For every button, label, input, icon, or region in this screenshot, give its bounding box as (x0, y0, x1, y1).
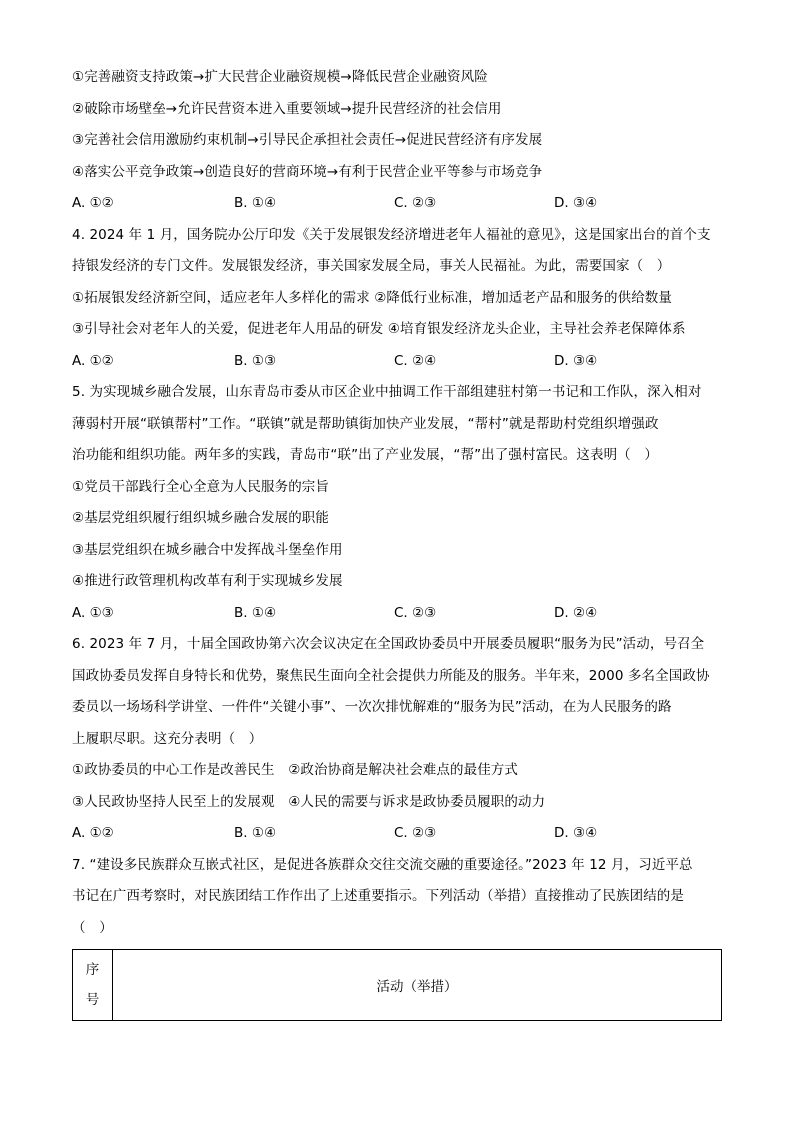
q3-option-d[interactable]: D. ③④ (554, 195, 598, 211)
q5-option-a[interactable]: A. ①③ (72, 604, 114, 621)
q4-line-1: 4. 2024 年 1 月，国务院办公厅印发《关于发展银发经济增进老年人福祉的意见》，这是国家出台的首个支 (72, 226, 711, 243)
q6-line-5: ①政协委员的中心工作是改善民生 ②政治协商是解决社会难点的最佳方式 (72, 762, 519, 778)
question-4 (72, 220, 722, 378)
q7-line-2: 书记在广西考察时，对民族团结工作作出了上述重要指示。下列活动（举措）直接推动了民族团结的是 (72, 888, 684, 904)
q6-line-1: 6. 2023 年 7 月，十届全国政协第六次会议决定在全国政协委员中开展委员履职“服务为民”活动，号召全 (72, 636, 705, 652)
question-5 (72, 377, 722, 629)
q3-statements (72, 62, 722, 188)
q7-line-1: 7. “建设多民族群众互嵌式社区，是促进各族群众交往交流交融的重要途径。”2023 年 12 月，习近平总 (72, 856, 693, 873)
q7-line-3: （ ） (72, 919, 113, 936)
q5-line-5: ②基层党组织履行组织城乡融合发展的职能 (72, 510, 330, 526)
q4-line-4: ③引导社会对老年人的关爱，促进老年人用品的研发 ④培育银发经济龙头企业，主导社会养老保障体系 (72, 321, 686, 337)
q4-option-d[interactable]: D. ③④ (554, 352, 598, 369)
table-header-activity: 活动（举措） (376, 979, 458, 995)
q6-option-c[interactable]: C. ②③ (394, 825, 437, 841)
q5-option-c[interactable]: C. ②③ (394, 604, 437, 621)
q6-line-6: ③人民政协坚持人民至上的发展观 ④人民的需要与诉求是政协委员履职的动力 (72, 793, 546, 810)
q3-statement-1: ①完善融资支持政策→扩大民营企业融资规模→降低民营企业融资风险 (72, 69, 488, 85)
q5-options (72, 598, 722, 630)
q4-line-3: ①拓展银发经济新空间，适应老年人多样化的需求 ②降低行业标准，增加适老产品和服务的供给数量 (72, 289, 672, 306)
q5-line-7: ④推进行政管理机构改革有利于实现城乡发展 (72, 573, 343, 589)
q5-line-1: 5. 为实现城乡融合发展，山东青岛市委从市区企业中抽调工作干部组建驻村第一书记和工作队，深入相对 (72, 384, 702, 400)
table-header-index-line-2: 号 (85, 992, 100, 1008)
exam-page (72, 62, 722, 1021)
q3-option-b[interactable]: B. ①④ (234, 195, 277, 211)
q4-option-a[interactable]: A. ①② (72, 352, 114, 369)
q4-line-2: 持银发经济的专门文件。发展银发经济，事关国家发展全局，事关人民福祉。为此，需要国家（ ） (72, 258, 671, 274)
q6-option-b[interactable]: B. ①④ (234, 825, 277, 841)
q4-option-b[interactable]: B. ①③ (234, 352, 277, 369)
q3-statement-4: ④落实公平竞争政策→创造良好的营商环境→有利于民营企业平等参与市场竞争 (72, 163, 543, 180)
question-6 (72, 629, 722, 850)
q5-option-d[interactable]: D. ②④ (554, 604, 598, 621)
table-header-index (73, 950, 113, 1020)
q5-line-3: 治功能和组织功能。两年多的实践，青岛市“联”出了产业发展，“帮”出了强村富民。这表明（ ） (72, 447, 658, 463)
q4-options (72, 346, 722, 378)
q6-option-d[interactable]: D. ③④ (554, 825, 598, 841)
q5-line-6: ③基层党组织在城乡融合中发挥战斗堡垒作用 (72, 541, 343, 558)
q6-options (72, 818, 722, 850)
q5-option-b[interactable]: B. ①④ (234, 604, 277, 621)
q6-line-2: 国政协委员发挥自身特长和优势，聚焦民生面向全社会提供力所能及的服务。半年来，2000 多名全国政协 (72, 667, 710, 684)
q3-option-a[interactable]: A. ①② (72, 195, 114, 211)
table-header-index-line-1: 序 (85, 962, 100, 978)
q3-statement-2: ②破除市场壁垒→允许民营资本进入重要领域→提升民营经济的社会信用 (72, 100, 502, 117)
q5-line-2: 薄弱村开展“联镇帮村”工作。“联镇”就是帮助镇街加快产业发展，“帮村”就是帮助村党组织增强政 (72, 415, 659, 432)
q3-option-c[interactable]: C. ②③ (394, 195, 437, 211)
q6-line-4: 上履职尽职。这充分表明（ ） (72, 730, 263, 747)
q7-activity-table (72, 949, 722, 1021)
q3-statement-3: ③完善社会信用激励约束机制→引导民企承担社会责任→促进民营经济有序发展 (72, 132, 543, 148)
q4-option-c[interactable]: C. ②④ (394, 352, 437, 369)
q6-option-a[interactable]: A. ①② (72, 825, 114, 841)
q5-line-4: ①党员干部践行全心全意为人民服务的宗旨 (72, 478, 330, 495)
q6-line-3: 委员以一场场科学讲堂、一件件“关键小事”、一次次排忧解难的“服务为民”活动，在为人民服务的路 (72, 699, 672, 715)
q3-options (72, 188, 722, 220)
question-7 (72, 850, 722, 1022)
